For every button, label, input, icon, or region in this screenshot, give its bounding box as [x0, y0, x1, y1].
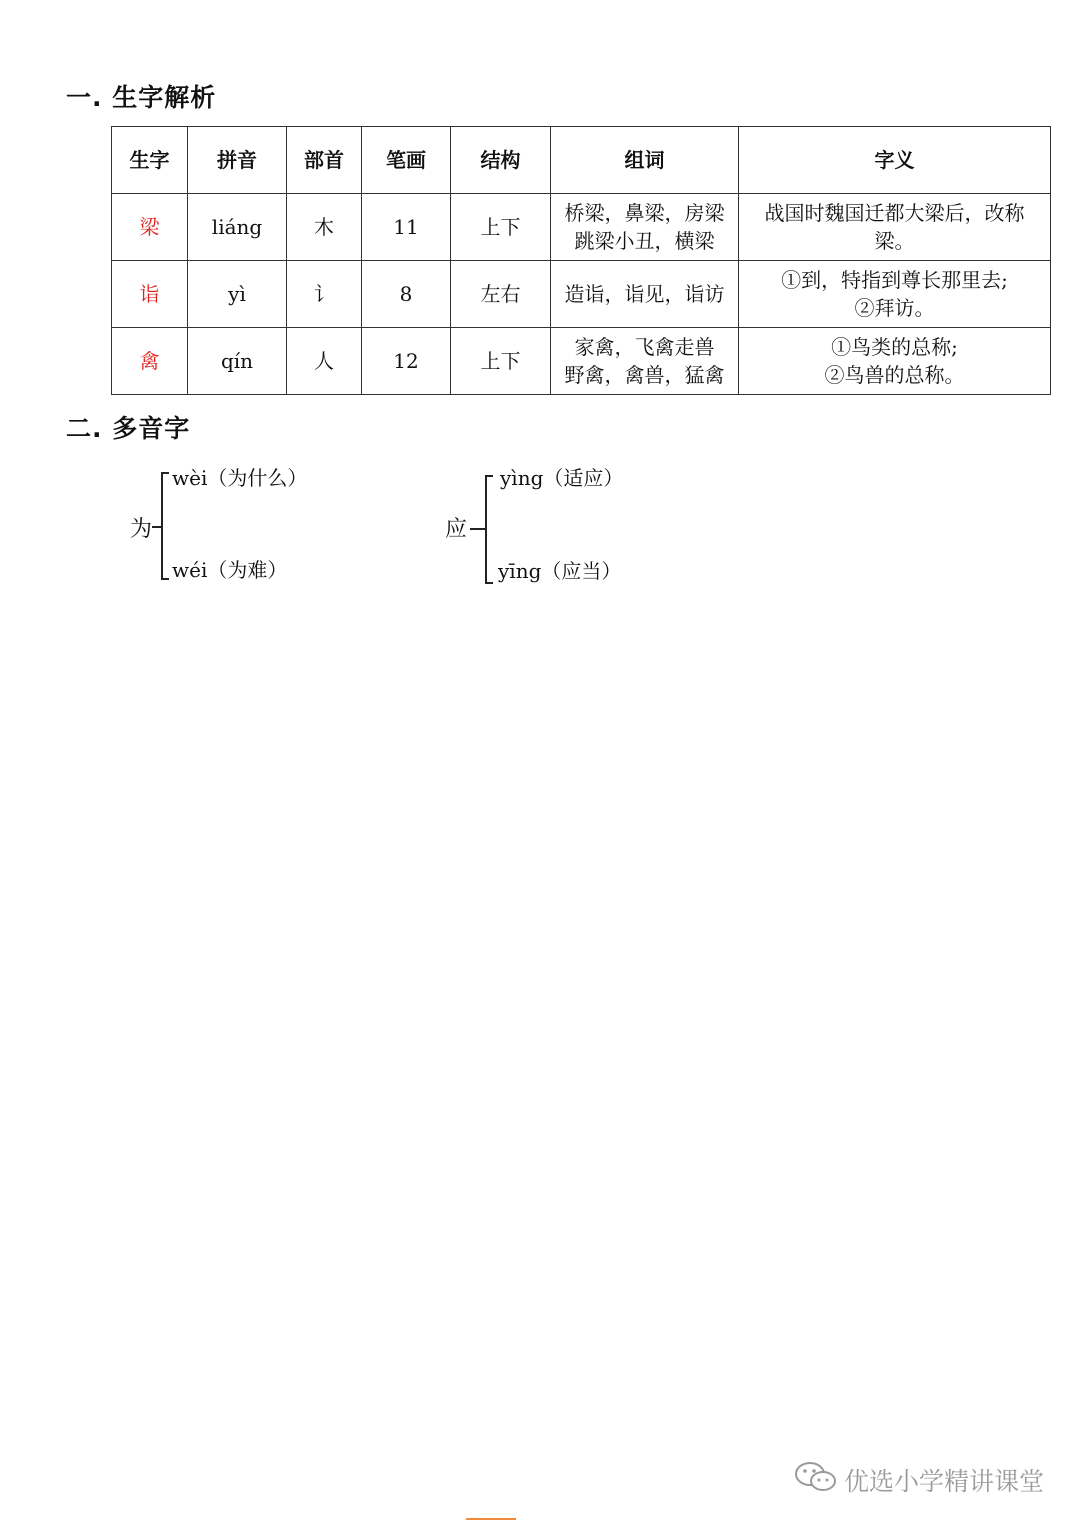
cell-pinyin: liáng	[188, 194, 287, 261]
cell-meaning	[739, 261, 1051, 328]
cell-words	[551, 261, 739, 328]
cell-strokes: 11	[362, 194, 451, 261]
header-meaning: 字义	[739, 127, 1051, 194]
polyphone-char: 应	[445, 517, 468, 542]
section-title-character-analysis: 一. 生字解析	[66, 83, 217, 112]
word-line: 家禽，飞禽走兽	[574, 335, 715, 359]
footer-divider	[466, 1518, 516, 1520]
polyphone-reading: wèi（为什么）	[172, 466, 308, 490]
cell-structure: 上下	[451, 194, 551, 261]
footer-watermark	[794, 1460, 1044, 1500]
character-table	[111, 126, 1051, 395]
section-title-polyphones: 二. 多音字	[66, 414, 191, 443]
table-header-row	[112, 127, 1051, 194]
polyphone-char: 为	[130, 517, 153, 542]
brace-bracket	[485, 475, 493, 584]
meaning-line: ②鸟兽的总称。	[824, 363, 965, 387]
polyphone-reading: yīng（应当）	[498, 559, 622, 583]
cell-strokes: 8	[362, 261, 451, 328]
cell-pinyin: yì	[188, 261, 287, 328]
footer-account-name: 优选小学精讲课堂	[843, 1467, 1044, 1496]
header-char: 生字	[112, 127, 188, 194]
polyphone-reading: wéi（为难）	[172, 558, 288, 582]
cell-char: 诣	[112, 261, 188, 328]
cell-strokes: 12	[362, 328, 451, 395]
table-row	[112, 261, 1051, 328]
header-structure: 结构	[451, 127, 551, 194]
cell-char: 禽	[112, 328, 188, 395]
cell-meaning	[739, 194, 1051, 261]
polyphone-reading: yìng（适应）	[500, 466, 624, 490]
cell-structure: 上下	[451, 328, 551, 395]
word-line: 野禽，禽兽，猛禽	[564, 363, 725, 387]
meaning-line: 梁。	[874, 229, 915, 253]
header-pinyin: 拼音	[188, 127, 287, 194]
cell-words	[551, 328, 739, 395]
header-words: 组词	[551, 127, 739, 194]
word-line: 跳梁小丑，横梁	[574, 229, 715, 253]
wechat-icon	[794, 1460, 838, 1500]
meaning-line: 战国时魏国迁都大梁后，改称	[764, 201, 1025, 225]
cell-char: 梁	[112, 194, 188, 261]
table-row	[112, 328, 1051, 395]
cell-meaning	[739, 328, 1051, 395]
table-row	[112, 194, 1051, 261]
cell-radical: 木	[287, 194, 362, 261]
brace-bracket	[161, 472, 169, 580]
meaning-line: ①到，特指到尊长那里去;	[781, 268, 1008, 292]
cell-pinyin: qín	[188, 328, 287, 395]
cell-radical: 人	[287, 328, 362, 395]
meaning-line: ①鸟类的总称;	[831, 335, 958, 359]
header-radical: 部首	[287, 127, 362, 194]
brace-connector	[470, 528, 486, 530]
word-line: 造诣，诣见，诣访	[564, 282, 725, 306]
cell-radical: 讠	[287, 261, 362, 328]
cell-words	[551, 194, 739, 261]
header-strokes: 笔画	[362, 127, 451, 194]
cell-structure: 左右	[451, 261, 551, 328]
word-line: 桥梁，鼻梁，房梁	[564, 201, 725, 225]
meaning-line: ②拜访。	[854, 296, 935, 320]
